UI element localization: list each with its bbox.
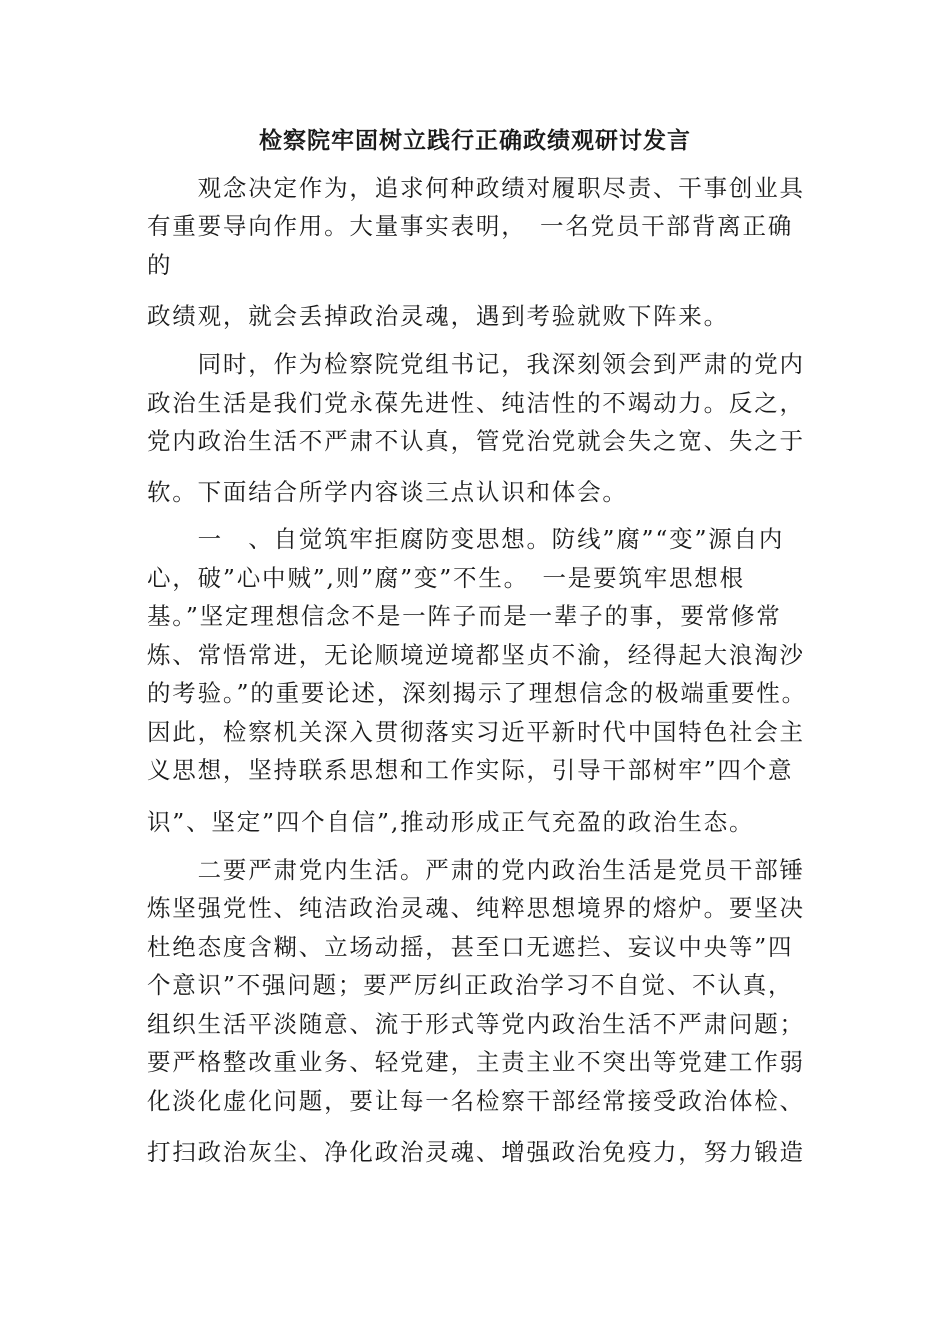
text-line: 组织生活平淡随意、流于形式等党内政治生活不严肃问题； xyxy=(147,1010,805,1038)
text-line: 政绩观，就会丢掉政治灵魂，遇到考验就败下阵来。 xyxy=(147,302,729,330)
text-line: 因此，检察机关深入贯彻落实习近平新时代中国特色社会主 xyxy=(147,718,805,746)
text-line: 同时，作为检察院党组书记，我深刻领会到严肃的党内 xyxy=(147,350,805,378)
text-line: 心，破”心中贼”,则”腐”变”不生。 一是要筑牢思想根 xyxy=(147,564,745,592)
text-line: 要严格整改重业务、轻党建，主责主业不突出等党建工作弱 xyxy=(147,1048,805,1076)
text-line: 个意识”不强问题；要严厉纠正政治学习不自觉、不认真， xyxy=(147,971,794,999)
text-line: 基。”坚定理想信念不是一阵子而是一辈子的事，要常修常 xyxy=(147,602,782,630)
text-line: 二要严肃党内生活。严肃的党内政治生活是党员干部锤 xyxy=(147,856,805,884)
text-line: 的 xyxy=(147,251,173,279)
text-line: 义思想，坚持联系思想和工作实际，引导干部树牢”四个意 xyxy=(147,756,794,784)
text-line: 有重要导向作用。大量事实表明， 一名党员干部背离正确 xyxy=(147,212,794,240)
text-line: 的考验。”的重要论述，深刻揭示了理想信念的极端重要性。 xyxy=(147,679,807,707)
text-line: 打扫政治灰尘、净化政治灵魂、增强政治免疫力，努力锻造 xyxy=(147,1138,805,1166)
text-line: 炼、常悟常进，无论顺境逆境都坚贞不渝，经得起大浪淘沙 xyxy=(147,641,805,669)
text-line: 杜绝态度含糊、立场动摇，甚至口无遮拦、妄议中央等”四 xyxy=(147,933,794,961)
text-line: 软。下面结合所学内容谈三点认识和体会。 xyxy=(147,478,628,506)
text-line: 炼坚强党性、纯洁政治灵魂、纯粹思想境界的熔炉。要坚决 xyxy=(147,894,805,922)
text-line: 政治生活是我们党永葆先进性、纯洁性的不竭动力。反之， xyxy=(147,389,805,417)
text-line: 化淡化虚化问题，要让每一名检察干部经常接受政治体检、 xyxy=(147,1087,805,1115)
text-line: 一 、自觉筑牢拒腐防变思想。防线”腐”“变”源自内 xyxy=(147,525,785,553)
document-title: 检察院牢固树立践行正确政绩观研讨发言 xyxy=(259,127,691,154)
text-line: 观念决定作为，追求何种政绩对履职尽责、干事创业具 xyxy=(147,174,805,202)
text-line: 识”、坚定”四个自信”,推动形成正气充盈的政治生态。 xyxy=(147,808,755,836)
text-line: 党内政治生活不严肃不认真，管党治党就会失之宽、失之于 xyxy=(147,427,805,455)
